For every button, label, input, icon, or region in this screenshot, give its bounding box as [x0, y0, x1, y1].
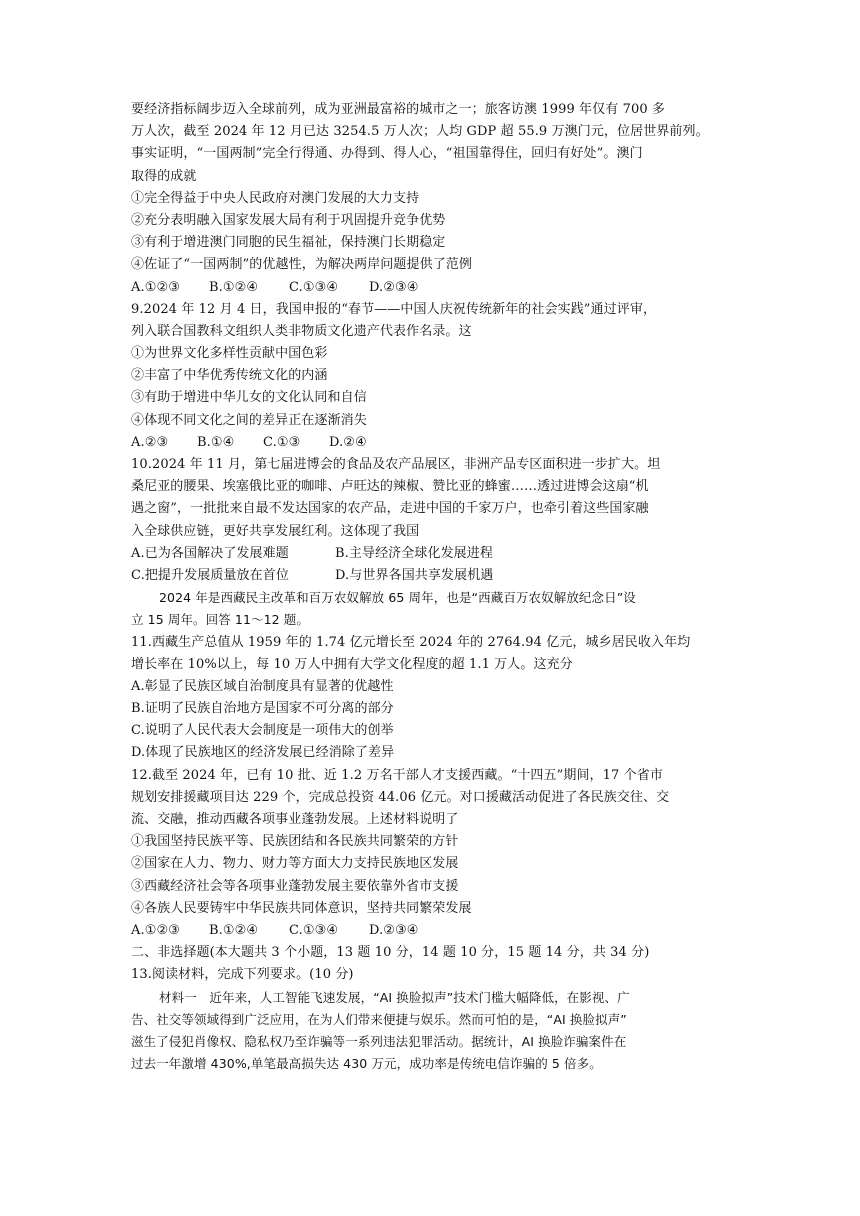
question-10 [131, 454, 731, 587]
question-12-statement-1: ①我国坚持民族平等、民族团结和各民族共同繁荣的方针 [131, 834, 459, 850]
option-b: B.主导经济全球化发展进程 [335, 545, 493, 561]
option-c: C.①③ [263, 434, 301, 450]
question-10-stem-line: 10.2024 年 11 月，第七届进博会的食品及农产品展区，非洲产品专区面积进一步扩大。坦 [131, 457, 661, 472]
question-8-stem-line: 取得的成就 [131, 168, 197, 184]
question-8-stem-line: 万人次，截至 2024 年 12 月已达 3254.5 万人次；人均 GDP 超 55.9 万澳门元，位居世界前列。 [131, 124, 709, 140]
option-d: D.与世界各国共享发展机遇 [335, 567, 494, 583]
question-9-statement-3: ③有助于增进中华儿女的文化认同和自信 [131, 390, 367, 406]
question-12-statement-2: ②国家在人力、物力、财力等方面大力支持民族地区发展 [131, 856, 459, 872]
question-9-statement-4: ④体现不同文化之间的差异正在逐渐消失 [131, 412, 367, 428]
question-11-stem-line: 增长率在 10%以上，每 10 万人中拥有大学文化程度的超 1.1 万人。这充分 [131, 656, 573, 672]
question-10-stem-line: 遇之窗”，一批批来自最不发达国家的农产品，走进中国的千家万户，也牵引着这些国家融 [131, 501, 649, 517]
question-8-stem-line: 要经济指标阔步迈入全球前列，成为亚洲最富裕的城市之一；旅客访澳 1999 年仅有 700 多 [131, 102, 666, 117]
question-12-stem-line: 12.截至 2024 年，已有 10 批、近 1.2 万名干部人才支援西藏。“十四五”期间，17 个省市 [131, 767, 663, 783]
section-heading: 二、非选择题(本大题共 3 个小题，13 题 10 分，14 题 10 分，15 题 14 分，共 34 分) [131, 945, 650, 961]
question-9-statement-2: ②丰富了中华优秀传统文化的内涵 [131, 368, 328, 384]
option-c: C.①③④ [289, 279, 339, 295]
question-8-statement-1: ①完全得益于中央人民政府对澳门发展的大力支持 [131, 190, 420, 206]
option-a: A.彰显了民族区域自治制度具有显著的优越性 [131, 678, 394, 694]
option-a: A.②③ [131, 434, 169, 450]
option-c: C.把提升发展质量放在首位 [131, 567, 289, 583]
question-12-options [131, 920, 731, 942]
question-11-stem-line: 11.西藏生产总值从 1959 年的 1.74 亿元增长至 2024 年的 2764.94 亿元，城乡居民收入年均 [131, 634, 691, 650]
option-c: C.①③④ [289, 922, 339, 938]
material-1-line: 滋生了侵犯肖像权、隐私权乃至诈骗等一系列违法犯罪活动。据统计，AI 换脸诈骗案件在 [131, 1033, 627, 1049]
question-8-statement-3: ③有利于增进澳门同胞的民生福祉，保持澳门长期稳定 [131, 235, 446, 251]
question-12 [131, 765, 731, 943]
question-13-title: 13.阅读材料，完成下列要求。(10 分) [131, 967, 354, 983]
question-10-stem-line: 桑尼亚的腰果、埃塞俄比亚的咖啡、卢旺达的辣椒、赞比亚的蜂蜜……透过进博会这扇“机 [131, 479, 649, 495]
option-d: D.②④ [329, 434, 367, 450]
question-11 [131, 632, 731, 765]
question-8-options [131, 277, 731, 299]
option-b: B.①④ [197, 434, 235, 450]
question-9-statement-1: ①为世界文化多样性贡献中国色彩 [131, 346, 328, 362]
option-a: A.①②③ [131, 922, 180, 938]
question-9-options [131, 432, 731, 454]
question-10-stem-line: 入全球供应链，更好共享发展红利。这体现了我国 [131, 523, 420, 539]
question-8-stem-line: 事实证明，“一国两制”完全行得通、办得到、得人心，“祖国靠得住，回归有好处”。澳门 [131, 146, 643, 162]
question-12-statement-4: ④各族人民要铸牢中华民族共同体意识，坚持共同繁荣发展 [131, 900, 472, 916]
question-8 [131, 99, 731, 299]
question-9 [131, 299, 731, 454]
question-8-statement-4: ④佐证了“一国两制”的优越性，为解决两岸问题提供了范例 [131, 257, 472, 273]
question-8-statement-2: ②充分表明融入国家发展大局有利于巩固提升竞争优势 [131, 212, 446, 228]
question-10-options-row-1 [131, 543, 731, 565]
option-c: C.说明了人民代表大会制度是一项伟大的创举 [131, 723, 394, 739]
question-10-options-row-2 [131, 565, 731, 587]
material-1-line: 告、社交等领域得到广泛应用，在为人们带来便捷与娱乐。然而可怕的是，“AI 换脸拟声” [131, 1011, 627, 1027]
option-d: D.体现了民族地区的经济发展已经消除了差异 [131, 745, 395, 761]
question-12-stem-line: 规划安排援藏项目达 229 个，完成总投资 44.06 亿元。对口援藏活动促进了各民族交往、交 [131, 789, 670, 805]
option-b: B.证明了民族自治地方是国家不可分离的部分 [131, 701, 394, 717]
question-9-stem-line: 列入联合国教科文组织人类非物质文化遗产代表作名录。这 [131, 323, 472, 339]
option-b: B.①②④ [209, 922, 259, 938]
material-1-line: 过去一年激增 430%,单笔最高损失达 430 万元，成功率是传统电信诈骗的 5 倍多。 [131, 1056, 602, 1072]
option-a: A.①②③ [131, 279, 180, 295]
option-a: A.已为各国解决了发展难题 [131, 545, 289, 561]
intro-line: 立 15 周年。回答 11～12 题。 [131, 612, 310, 628]
question-12-statement-3: ③西藏经济社会等各项事业蓬勃发展主要依靠外省市支援 [131, 878, 459, 894]
document-page [131, 99, 731, 1075]
option-b: B.①②④ [209, 279, 259, 295]
intro-line: 2024 年是西藏民主改革和百万农奴解放 65 周年，也是“西藏百万农奴解放纪念日”设 [159, 590, 636, 606]
material-1-line: 材料一 近年来，人工智能飞速发展，“AI 换脸拟声”技术门槛大幅降低，在影视、广 [159, 989, 630, 1005]
question-9-stem-line: 9.2024 年 12 月 4 日，我国申报的“春节——中国人庆祝传统新年的社会实践”通过评审， [131, 301, 657, 317]
option-d: D.②③④ [369, 279, 419, 295]
question-12-stem-line: 流、交融，推动西藏各项事业蓬勃发展。上述材料说明了 [131, 812, 459, 827]
option-d: D.②③④ [369, 922, 419, 938]
section-2 [131, 942, 731, 1075]
intro-11-12 [131, 587, 731, 631]
